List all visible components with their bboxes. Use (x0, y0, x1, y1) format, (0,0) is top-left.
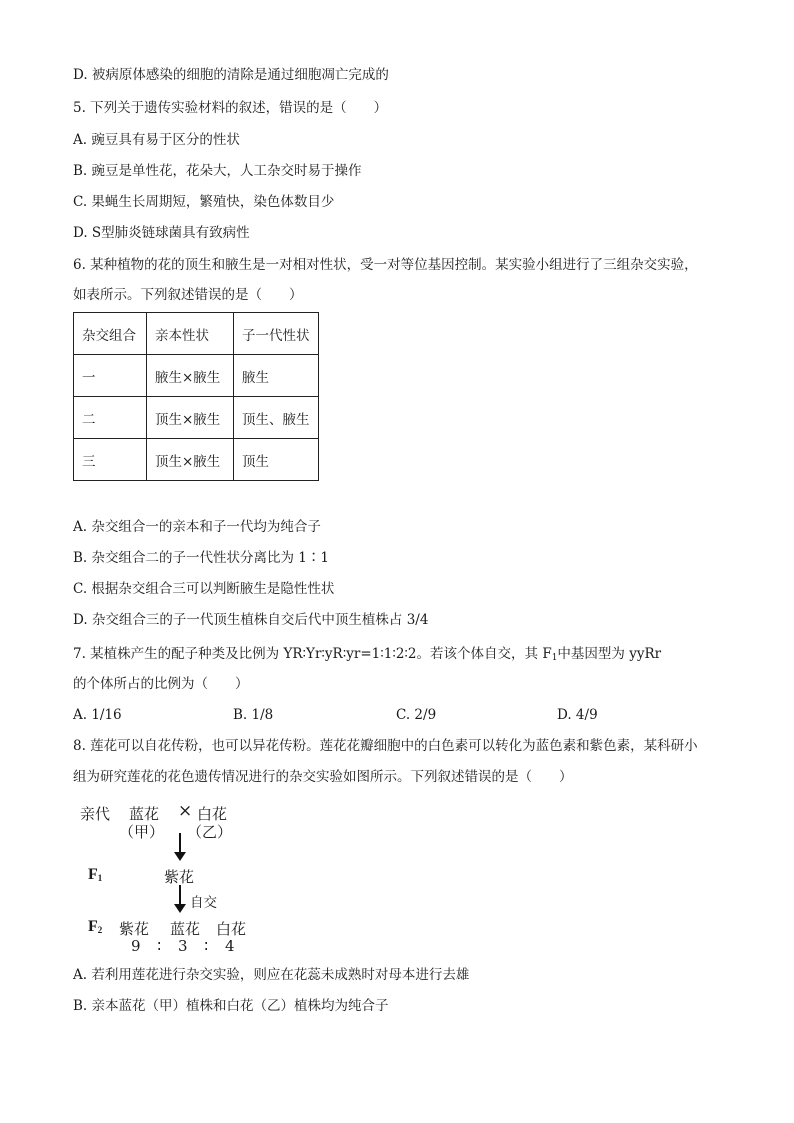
table-cell: 一 (74, 355, 147, 397)
parent2-phenotype: 白花 (197, 805, 228, 823)
q6-option-d: D. 杂交组合三的子一代顶生植株自交后代中顶生植株占 3/4 (73, 612, 429, 628)
q8-option-b: B. 亲本蓝花（甲）植株和白花（乙）植株均为纯合子 (73, 998, 389, 1014)
q6-stem-line1: 6. 某种植物的花的顶生和腋生是一对相对性状，受一对等位基因控制。某实验小组进行了三组杂交实验， (73, 257, 698, 273)
q8-stem-line1: 8. 莲花可以自花传粉，也可以异花传粉。莲花花瓣细胞中的白色素可以转化为蓝色素和紫色素，某科研小 (73, 738, 698, 754)
table-row (74, 397, 319, 439)
q5-option-d: D. S型肺炎链球菌具有致病性 (73, 225, 250, 241)
q8-stem-line2: 组为研究莲花的花色遗传情况进行的杂交实验如图所示。下列叙述错误的是（ ） (73, 769, 573, 785)
q6-option-c: C. 根据杂交组合三可以判断腋生是隐性性状 (73, 581, 335, 597)
table-cell: 顶生×腋生 (147, 439, 234, 481)
f1-phenotype: 紫花 (164, 868, 195, 886)
table-cell: 顶生 (234, 439, 319, 481)
q7-f1-subscript: 1 (551, 653, 558, 663)
q6-option-a: A. 杂交组合一的亲本和子一代均为纯合子 (73, 519, 321, 535)
cross-symbol: × (178, 801, 193, 821)
table-row (74, 355, 319, 397)
table-header-cell: 子一代性状 (234, 313, 319, 355)
q7-stem-line1 (73, 645, 661, 667)
down-arrow-icon (170, 884, 190, 914)
table-cell: 三 (74, 439, 147, 481)
table-cell: 顶生×腋生 (147, 397, 234, 439)
q7-stem-line2: 的个体所占的比例为（ ） (73, 676, 249, 692)
q6-stem-line2: 如表所示。下列叙述错误的是（ ） (73, 287, 303, 303)
q4-option-d: D. 被病原体感染的细胞的清除是通过细胞凋亡完成的 (73, 67, 389, 83)
down-arrow-icon (170, 832, 190, 862)
q6-option-b: B. 杂交组合二的子一代性状分离比为 1∶1 (73, 550, 329, 566)
parent2-tag: （乙） (187, 823, 233, 841)
q5-option-a: A. 豌豆具有易于区分的性状 (73, 132, 240, 148)
f1-label-subscript: 1 (97, 873, 103, 883)
q7-option-a: A. 1/16 (73, 707, 122, 723)
parent1-phenotype: 蓝花 (129, 805, 160, 823)
f2-label-text: F (88, 918, 98, 935)
q8-option-a: A. 若利用莲花进行杂交实验，则应在花蕊未成熟时对母本进行去雄 (73, 967, 470, 983)
f2-generation-label (88, 918, 102, 936)
f1-generation-label (88, 866, 102, 884)
parent1-tag: （甲） (119, 823, 165, 841)
parent-generation-label: 亲代 (80, 805, 111, 823)
q7-option-c: C. 2/9 (396, 707, 437, 723)
selfing-label: 自交 (190, 895, 217, 911)
q7-stem-text-a: 7. 某植株产生的配子种类及比例为 YR∶Yr∶yR∶yr=1∶1∶2∶2。若该个体自交，其 F (73, 646, 552, 662)
q7-option-b: B. 1/8 (233, 707, 274, 723)
q7-option-d: D. 4/9 (557, 707, 598, 723)
f2-phenotype-white: 白花 (216, 920, 247, 938)
q5-option-b: B. 豌豆是单性花，花朵大，人工杂交时易于操作 (73, 163, 362, 179)
table-cell: 顶生、腋生 (234, 397, 319, 439)
q5-option-c: C. 果蝇生长周期短，繁殖快，染色体数目少 (73, 194, 335, 210)
q5-stem: 5. 下列关于遗传实验材料的叙述，错误的是（ ） (73, 100, 388, 116)
f2-segregation-ratio: 9 ∶ 3 ∶ 4 (131, 937, 235, 955)
table-row (74, 439, 319, 481)
table-header-cell: 亲本性状 (147, 313, 234, 355)
q6-cross-table (73, 312, 319, 481)
f2-phenotype-purple: 紫花 (119, 920, 150, 938)
table-cell: 二 (74, 397, 147, 439)
table-header-row (74, 313, 319, 355)
table-cell: 腋生 (234, 355, 319, 397)
table-header-cell: 杂交组合 (74, 313, 147, 355)
f2-label-subscript: 2 (97, 925, 103, 935)
table-cell: 腋生×腋生 (147, 355, 234, 397)
f2-phenotype-blue: 蓝花 (170, 920, 201, 938)
q7-stem-text-b: 中基因型为 yyRr (557, 646, 662, 662)
f1-label-text: F (88, 866, 98, 883)
